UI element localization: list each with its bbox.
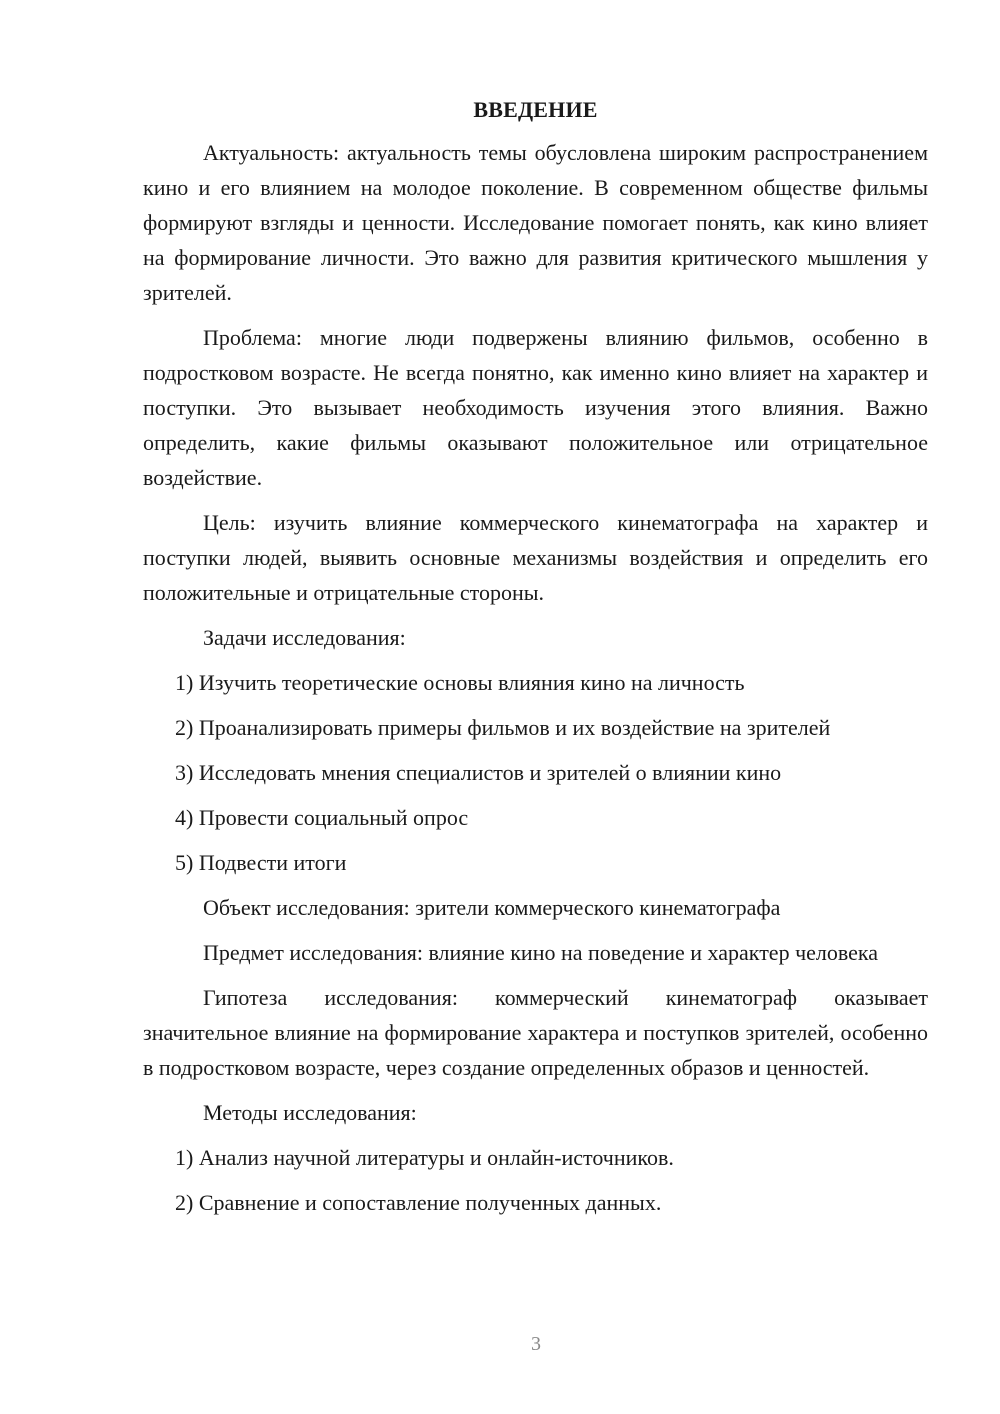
tasks-label: Задачи исследования:	[203, 625, 406, 650]
methods-list	[143, 1140, 928, 1220]
method-item: 1) Анализ научной литературы и онлайн-источников.	[175, 1145, 674, 1170]
research-hypothesis: Гипотеза исследования: коммерческий кинематограф оказывает значительное влияние на формирование характера и поступков зрителей, особенно в подростковом возрасте, через создание определенных образов и ценностей.	[143, 985, 928, 1080]
goal-paragraph: Цель: изучить влияние коммерческого кинематографа на характер и поступки людей, выявить основные механизмы воздействия и определить его положительные и отрицательные стороны.	[143, 510, 928, 605]
problem-paragraph: Проблема: многие люди подвержены влиянию фильмов, особенно в подростковом возрасте. Не всегда понятно, как именно кино влияет на характер и поступки. Это вызывает необходимость изучения этого влияния. Важно определить, какие фильмы оказывают положительное или отрицательное воздействие.	[143, 325, 928, 490]
page-content	[143, 92, 928, 1230]
tasks-list	[143, 665, 928, 880]
research-subject: Предмет исследования: влияние кино на поведение и характер человека	[203, 940, 879, 965]
relevance-paragraph: Актуальность: актуальность темы обусловлена широким распространением кино и его влиянием на молодое поколение. В современном обществе фильмы формируют взгляды и ценности. Исследование помогает понять, как кино влияет на формирование личности. Это важно для развития критического мышления у зрителей.	[143, 140, 928, 305]
methods-label: Методы исследования:	[203, 1100, 417, 1125]
task-item: 4) Провести социальный опрос	[175, 805, 469, 830]
section-heading: ВВЕДЕНИЕ	[473, 97, 598, 122]
task-item: 1) Изучить теоретические основы влияния кино на личность	[175, 670, 745, 695]
method-item: 2) Сравнение и сопоставление полученных данных.	[175, 1190, 662, 1215]
page-number: 3	[531, 1333, 541, 1355]
task-item: 5) Подвести итоги	[175, 850, 347, 875]
research-object: Объект исследования: зрители коммерческого кинематографа	[203, 895, 781, 920]
task-item: 2) Проанализировать примеры фильмов и их воздействие на зрителей	[175, 715, 831, 740]
task-item: 3) Исследовать мнения специалистов и зрителей о влиянии кино	[175, 760, 782, 785]
